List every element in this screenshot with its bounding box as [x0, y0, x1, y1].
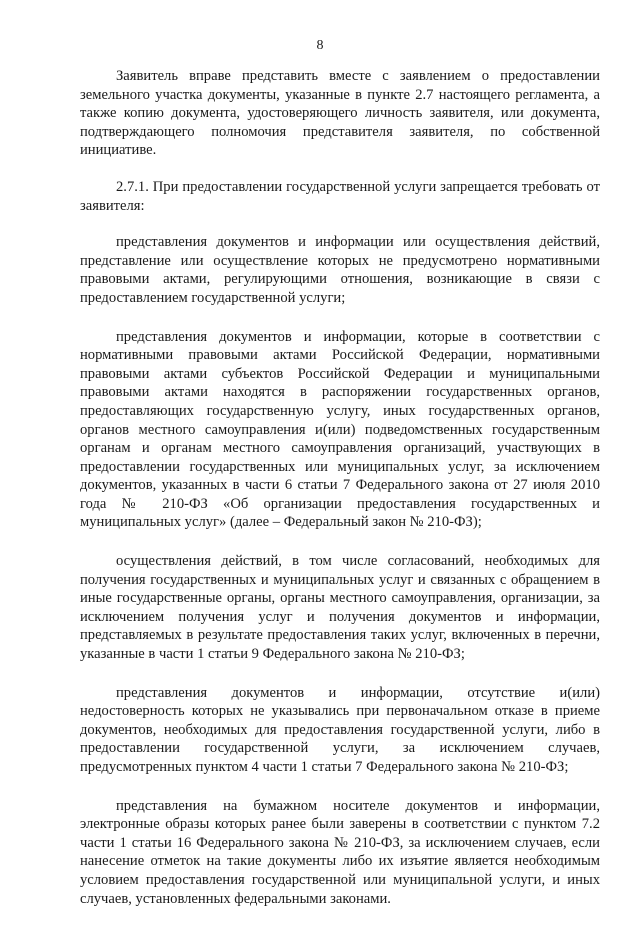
paragraph-prohibition-5: представления на бумажном носителе документов и информации, электронные образы которых ранее были заверены в соответствии с пунктом 7.2 части 1 статьи 16 Федерального закона № 210-ФЗ, за исключением случаев, если нанесение отметок на такие документы либо их изъятие является необходимым условием предоставления государственной или муниципальной услуги, и иных случаев, установленных федеральными законами. [80, 797, 600, 907]
paragraph-2-7-1-intro: 2.7.1. При предоставлении государственной услуги запрещается требовать от заявителя: [80, 178, 600, 214]
document-body [80, 67, 600, 928]
page-number: 8 [316, 38, 324, 53]
paragraph-prohibition-2: представления документов и информации, которые в соответствии с нормативными правовыми актами Российской Федерации, нормативными правовыми актами субъектов Российской Федерации и муниципальными правовыми актами находятся в распоряжении государственных органов, предоставляющих государственную услугу, иных государственных органов, органов местного самоуправления и(или) подведомственных государственным органам и органам местного самоуправления организаций, участвующих в предоставлении государственных или муниципальных услуг, за исключением документов, указанных в части 6 статьи 7 Федерального закона от 27 июля 2010 года № 210-ФЗ «Об организации предоставления государственных и муниципальных услуг» (далее – Федеральный закон № 210-ФЗ); [80, 328, 600, 531]
paragraph-prohibition-4: представления документов и информации, отсутствие и(или) недостоверность которых не указывались при первоначальном отказе в приеме документов, необходимых для предоставления государственной услуги, либо в предоставлении государственной услуги, за исключением случаев, предусмотренных пунктом 4 части 1 статьи 7 Федерального закона № 210-ФЗ; [80, 684, 600, 775]
paragraph-prohibition-3: осуществления действий, в том числе согласований, необходимых для получения государственных и муниципальных услуг и связанных с обращением в иные государственные органы, органы местного самоуправления, организации, за исключением получения услуг и получения документов и информации, представляемых в результате предоставления таких услуг, включенных в перечни, указанные в части 1 статьи 9 Федерального закона № 210-ФЗ; [80, 553, 600, 663]
paragraph-prohibition-1: представления документов и информации или осуществления действий, представление или осуществление которых не предусмотрено нормативными правовыми актами, регулирующими отношения, возникающие в связи с предоставлением государственной услуги; [80, 234, 600, 306]
paragraph-applicant-right: Заявитель вправе представить вместе с заявлением о предоставлении земельного участка документы, указанные в пункте 2.7 настоящего регламента, а также копию документа, удостоверяющего личность заявителя, или документа, подтверждающего полномочия представителя заявителя, по собственной инициативе. [80, 68, 600, 159]
